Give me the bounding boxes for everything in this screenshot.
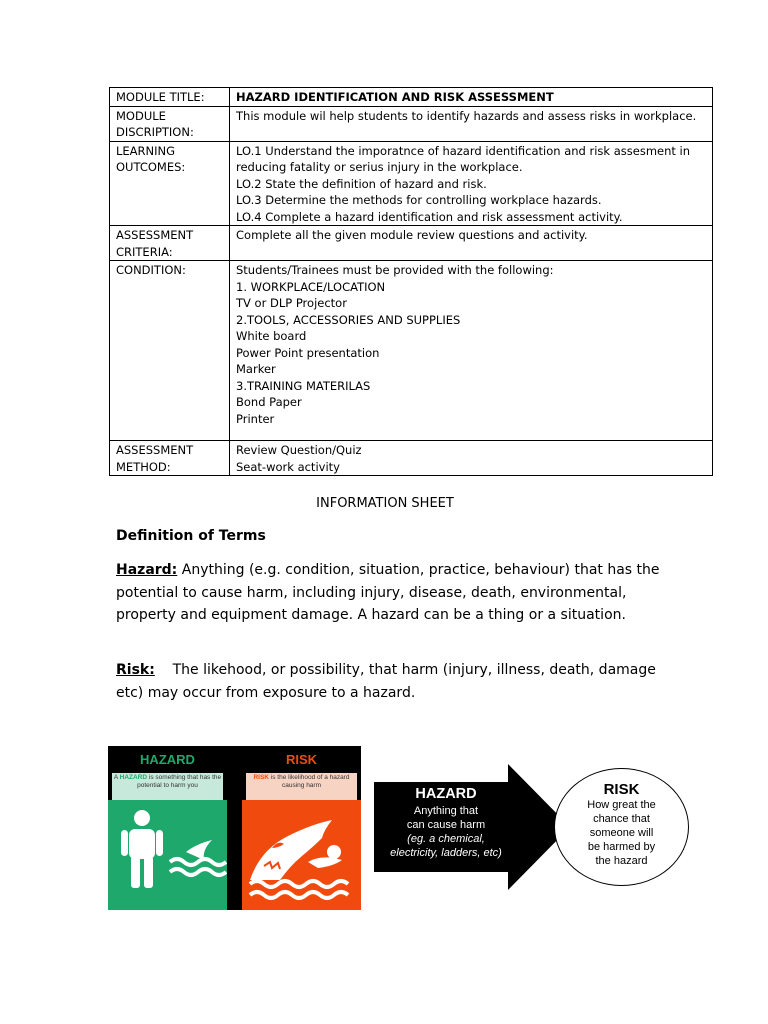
method-line: Seat-work activity <box>236 459 340 474</box>
desc-text: is something that has the potential to harm you <box>137 774 222 789</box>
condition-value <box>230 261 713 441</box>
desc-keyword: HAZARD <box>119 774 148 781</box>
assessment-criteria-label <box>110 226 230 261</box>
condition-row <box>110 261 713 441</box>
hazard-definition <box>116 559 676 627</box>
oval-line: chance that <box>593 813 650 825</box>
hazard-panel <box>108 746 227 910</box>
desc-keyword: RISK <box>253 774 269 781</box>
information-sheet-title: INFORMATION SHEET <box>316 496 454 511</box>
label-line: METHOD: <box>116 459 171 474</box>
hazard-panel-body <box>108 800 227 910</box>
label-line: MODULE <box>116 108 166 123</box>
definition-of-terms-heading: Definition of Terms <box>116 528 266 544</box>
module-title-label: MODULE TITLE: <box>110 88 230 107</box>
condition-line: Marker <box>236 362 276 376</box>
module-table <box>109 87 713 476</box>
module-title-row <box>110 88 713 107</box>
risk-definition-text: The likehood, or possibility, that harm (injury, illness, death, damage etc) may occur from exposure to a hazard. <box>116 662 661 701</box>
desc-text: A <box>113 774 120 781</box>
condition-line: Students/Trainees must be provided with the following: <box>236 263 554 277</box>
condition-line: TV or DLP Projector <box>236 296 347 310</box>
method-line: Review Question/Quiz <box>236 443 362 457</box>
learning-outcomes-label <box>110 141 230 226</box>
outcome-line: LO.2 State the definition of hazard and risk. <box>236 176 487 191</box>
hazard-arrow-text <box>376 786 516 860</box>
condition-line: White board <box>236 329 307 343</box>
oval-line: someone will <box>589 827 654 839</box>
person-and-fin-icon <box>108 800 227 910</box>
label-line: DISCRIPTION: <box>116 125 194 139</box>
assessment-criteria-value: Complete all the given module review questions and activity. <box>230 226 713 261</box>
hazard-panel-description <box>112 773 223 800</box>
label-line: OUTCOMES: <box>116 160 186 174</box>
risk-panel-body <box>242 800 361 910</box>
hazard-panel-title: HAZARD <box>140 752 195 767</box>
risk-panel-title: RISK <box>285 752 318 767</box>
assessment-method-row <box>110 441 713 476</box>
module-description-label <box>110 106 230 141</box>
condition-line: Power Point presentation <box>236 345 380 360</box>
oval-risk-title: RISK <box>603 781 640 798</box>
hazard-term: Hazard: <box>116 562 178 578</box>
condition-line: 1. WORKPLACE/LOCATION <box>236 279 386 294</box>
arrow-example-line: electricity, ladders, etc) <box>390 847 502 859</box>
outcome-line: reducing fatality or serius injury in the workplace. <box>236 160 523 174</box>
assessment-method-value <box>230 441 713 476</box>
outcome-line: LO.3 Determine the methods for controlling workplace hazards. <box>236 193 602 207</box>
arrow-line: Anything that <box>413 805 479 817</box>
learning-outcomes-value <box>230 141 713 226</box>
condition-label: CONDITION: <box>110 261 230 441</box>
oval-line: the hazard <box>595 855 648 867</box>
hazard-risk-illustration <box>108 746 361 910</box>
outcome-line: LO.1 Understand the imporatnce of hazard identification and risk assesment in <box>236 143 691 158</box>
label-line: ASSESSMENT <box>116 228 194 242</box>
arrow-hazard-title: HAZARD <box>415 786 477 802</box>
condition-line: 2.TOOLS, ACCESSORIES AND SUPPLIES <box>236 312 461 327</box>
risk-panel <box>242 746 361 910</box>
label-line: CRITERIA: <box>116 244 173 259</box>
hazard-definition-text: Anything (e.g. condition, situation, practice, behaviour) that has the potential to cause harm, including injury, disease, death, environmental, property and equipment damage. A hazard can be a thing or a situation. <box>116 562 660 624</box>
shark-and-swimmer-icon <box>242 800 361 910</box>
condition-line: Printer <box>236 411 275 426</box>
arrow-line: can cause harm <box>406 819 486 831</box>
risk-definition <box>116 659 676 704</box>
module-description-value: This module wil help students to identify hazards and assess risks in workplace. <box>230 106 713 141</box>
risk-panel-description <box>246 773 357 800</box>
label-line: ASSESSMENT <box>116 443 194 457</box>
risk-term: Risk: <box>116 662 155 678</box>
desc-text: is the likelihood of a hazard causing harm <box>268 774 350 789</box>
condition-line: 3.TRAINING MATERILAS <box>236 378 371 393</box>
arrow-example-line: (eg. a chemical, <box>407 833 485 845</box>
label-line: LEARNING <box>116 143 176 158</box>
module-title-value: HAZARD IDENTIFICATION AND RISK ASSESSMENT <box>230 88 713 107</box>
assessment-method-label <box>110 441 230 476</box>
assessment-criteria-row <box>110 226 713 261</box>
outcome-line: LO.4 Complete a hazard identification and risk assessment activity. <box>236 209 623 224</box>
oval-line: How great the <box>587 799 656 811</box>
module-description-row <box>110 106 713 141</box>
condition-line: Bond Paper <box>236 395 302 409</box>
risk-oval <box>554 768 689 886</box>
oval-line: be harmed by <box>587 841 656 853</box>
learning-outcomes-row <box>110 141 713 226</box>
